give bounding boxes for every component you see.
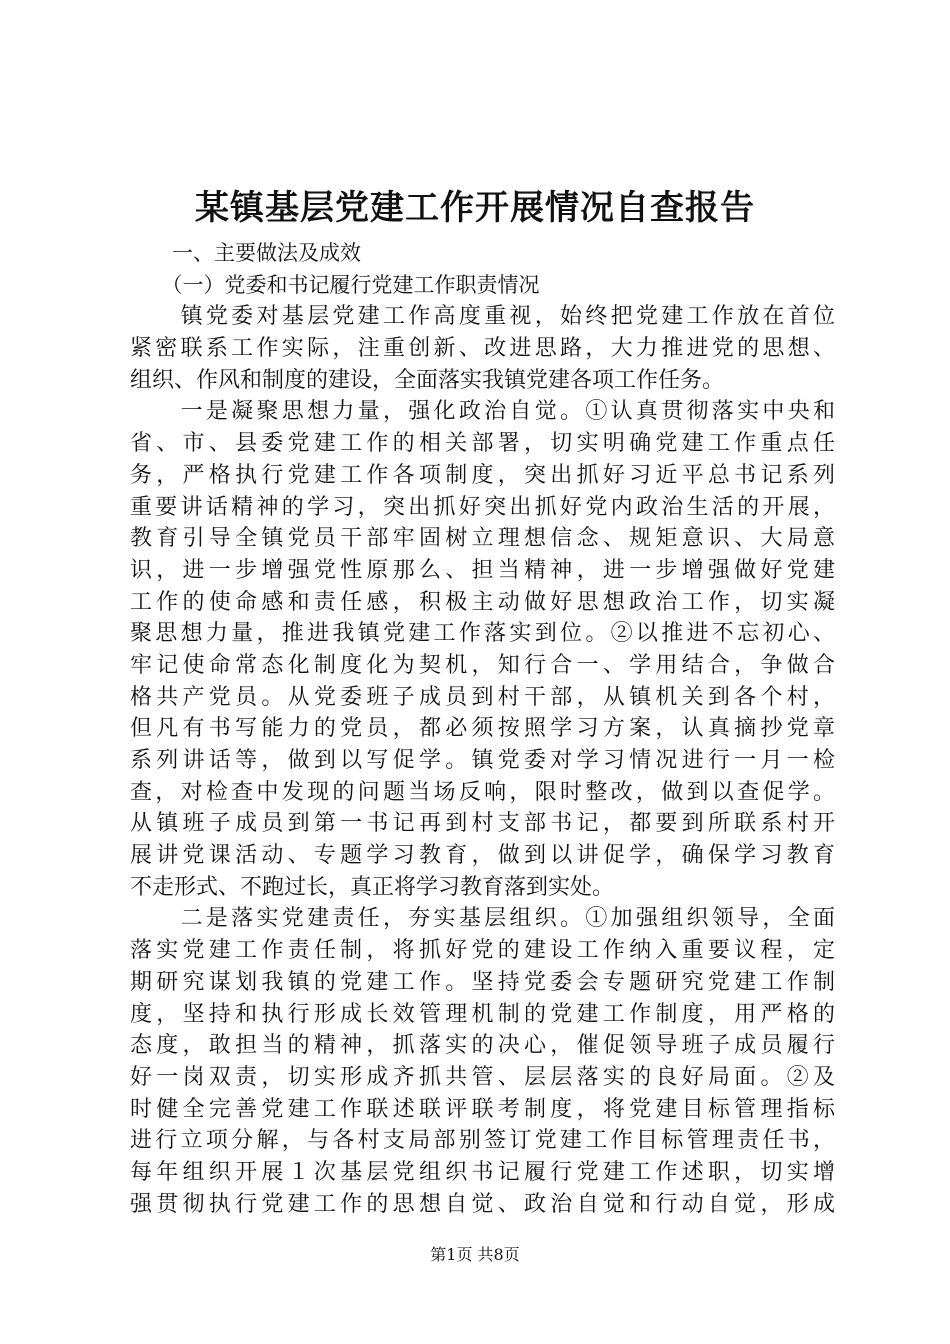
page-footer: 第1页 共8页 [430,1245,520,1264]
text-line: 牢记使命常态化制度化为契机，知行合一、学用结合，争做合 [130,652,835,678]
page-title: 某镇基层党建工作开展情况自查报告 [195,188,755,228]
text-line: 重要讲话精神的学习，突出抓好突出抓好党内政治生活的开展， [130,494,835,520]
text-line: 教育引导全镇党员干部牢固树立理想信念、规矩意识、大局意 [130,526,835,552]
text-line: （一）党委和书记履行党建工作职责情况 [130,272,540,297]
text-line: 时健全完善党建工作联述联评联考制度，将党建目标管理指标 [130,1096,835,1122]
document-body [130,238,835,1220]
text-line: 不走形式、不跑过长，真正将学习教育落到实处。 [130,874,615,900]
text-line: 一是凝聚思想力量，强化政治自觉。①认真贯彻落实中央和 [130,399,835,425]
text-line: 每年组织开展１次基层党组织书记履行党建工作述职，切实增 [130,1159,835,1185]
text-line: 工作的使命感和责任感，积极主动做好思想政治工作，切实凝 [130,589,835,615]
text-line: 务，严格执行党建工作各项制度，突出抓好习近平总书记系列 [130,462,835,488]
text-line: 紧密联系工作实际，注重创新、改进思路，大力推进党的思想、 [130,336,835,362]
text-line: 期研究谋划我镇的党建工作。坚持党委会专题研究党建工作制 [130,969,835,995]
text-line: 态度，敢担当的精神，抓落实的决心，催促领导班子成员履行 [130,1033,835,1059]
text-line: 强贯彻执行党建工作的思想自觉、政治自觉和行动自觉，形成 [130,1191,835,1217]
text-line: 组织、作风和制度的建设，全面落实我镇党建各项工作任务。 [130,367,725,393]
text-line: 二是落实党建责任，夯实基层组织。①加强组织领导，全面 [130,906,835,932]
text-line: 系列讲话等，做到以写促学。镇党委对学习情况进行一月一检 [130,748,835,773]
text-line: 省、市、县委党建工作的相关部署，切实明确党建工作重点任 [130,431,835,457]
text-line: 查，对检查中发现的问题当场反响，限时整改，做到以查促学。 [130,779,835,805]
text-line: 落实党建工作责任制，将抓好党的建设工作纳入重要议程，定 [130,938,835,964]
text-line: 展讲党课活动、专题学习教育，做到以讲促学，确保学习教育 [130,843,835,869]
text-line: 进行立项分解，与各村支局部别签订党建工作目标管理责任书， [130,1128,835,1154]
text-line: 度，坚持和执行形成长效管理机制的党建工作制度，用严格的 [130,1001,835,1027]
text-line: 好一岗双责，切实形成齐抓共管、层层落实的良好局面。②及 [130,1064,835,1090]
text-line: 从镇班子成员到第一书记再到村支部书记，都要到所联系村开 [130,811,835,837]
text-line: 一、主要做法及成效 [130,241,361,265]
text-line: 但凡有书写能力的党员，都必须按照学习方案，认真摘抄党章 [130,716,835,742]
text-line: 镇党委对基层党建工作高度重视，始终把党建工作放在首位 [130,304,835,330]
text-line: 格共产党员。从党委班子成员到村干部，从镇机关到各个村， [130,684,835,710]
text-line: 聚思想力量，推进我镇党建工作落实到位。②以推进不忘初心、 [130,621,835,647]
text-line: 识，进一步增强党性原那么、担当精神，进一步增强做好党建 [130,557,835,583]
